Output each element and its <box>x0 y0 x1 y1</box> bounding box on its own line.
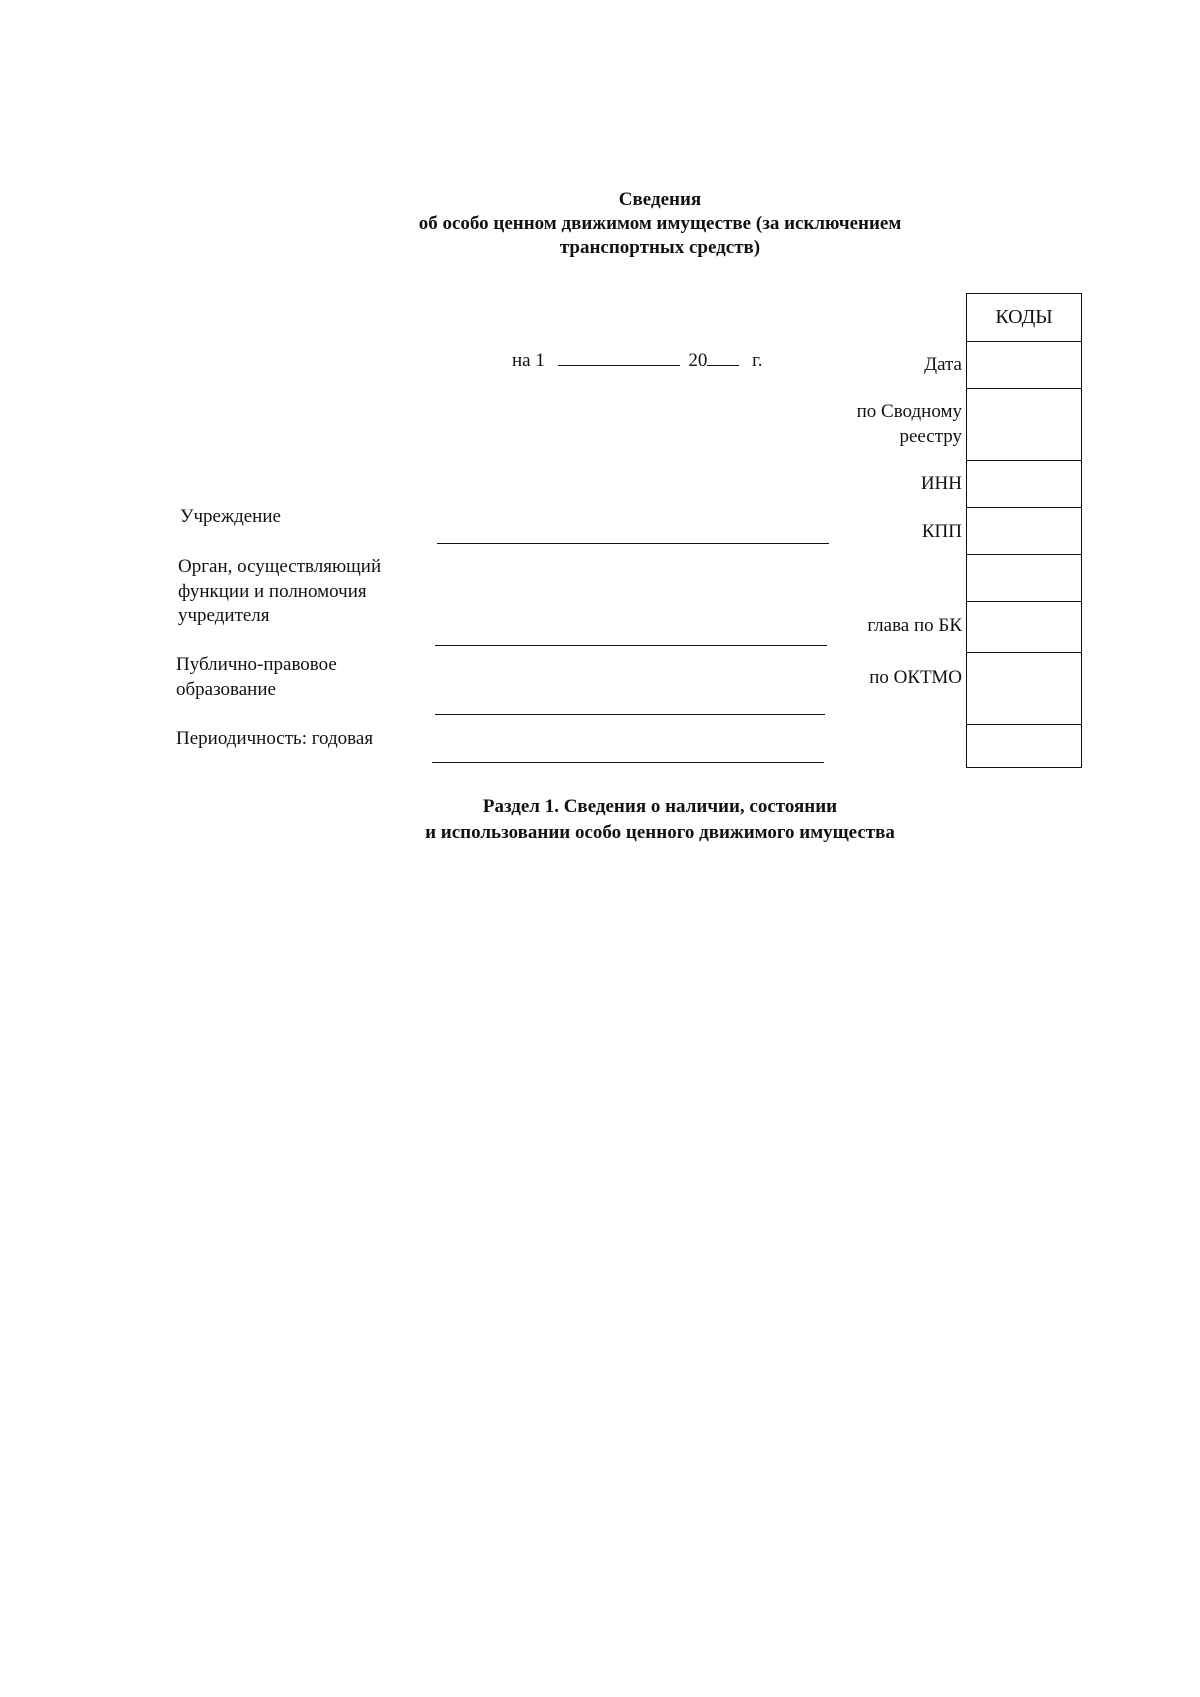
field-label-founder-2: функции и полномочия <box>178 581 367 602</box>
document-title <box>0 188 1200 260</box>
periodicity-input-line[interactable] <box>432 762 824 763</box>
codes-header: КОДЫ <box>995 306 1053 328</box>
codes-divider <box>967 388 1081 389</box>
institution-input-line[interactable] <box>437 543 829 544</box>
date-suffix: г. <box>752 350 763 371</box>
section-line-1: Раздел 1. Сведения о наличии, состоянии <box>482 796 838 817</box>
code-label-date: Дата <box>924 354 962 375</box>
codes-table <box>966 293 1082 768</box>
code-label-oktmo: по ОКТМО <box>869 667 962 688</box>
field-label-periodicity: Периодичность: годовая <box>176 728 374 749</box>
field-label-founder-1: Орган, осуществляющий <box>178 556 382 577</box>
codes-divider <box>967 554 1081 555</box>
field-label-founder-3: учредителя <box>178 605 270 626</box>
section-1-heading <box>0 794 1200 846</box>
codes-divider <box>967 507 1081 508</box>
title-line-2: об особо ценном движимом имуществе (за исключением <box>418 213 902 234</box>
codes-divider <box>967 601 1081 602</box>
founder-input-line[interactable] <box>435 645 827 646</box>
field-label-institution: Учреждение <box>180 506 281 527</box>
date-year-prefix: 20 <box>688 350 708 371</box>
field-label-public-1: Публично-правовое <box>176 654 337 675</box>
code-label-inn: ИНН <box>920 473 962 494</box>
report-date-line <box>512 347 763 372</box>
date-prefix: на 1 <box>512 350 545 371</box>
section-line-2: и использовании особо ценного движимого имущества <box>425 822 895 843</box>
codes-divider <box>967 341 1081 342</box>
field-label-public-2: образование <box>176 679 276 700</box>
codes-divider <box>967 652 1081 653</box>
date-year-blank[interactable] <box>707 347 739 366</box>
codes-divider <box>967 460 1081 461</box>
code-label-registry-2: реестру <box>899 426 962 447</box>
codes-divider <box>967 724 1081 725</box>
public-entity-input-line[interactable] <box>435 714 825 715</box>
date-day-month-blank[interactable] <box>558 347 680 366</box>
code-label-glava: глава по БК <box>867 615 962 636</box>
title-line-1: Сведения <box>618 189 702 210</box>
title-line-3: транспортных средств) <box>559 237 761 258</box>
code-label-registry-1: по Сводному <box>856 401 962 422</box>
code-label-kpp: КПП <box>921 521 962 542</box>
